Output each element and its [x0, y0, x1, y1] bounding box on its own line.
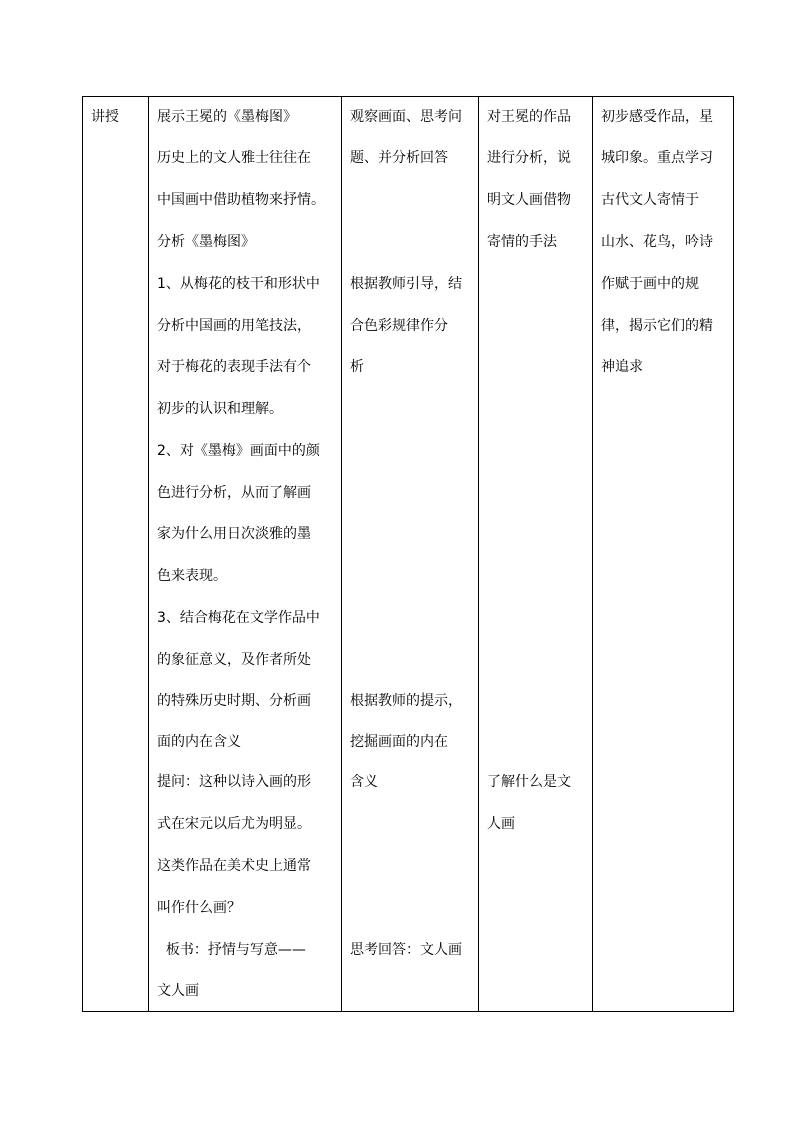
- content-line: 中国画中借助植物来抒情。: [157, 192, 325, 208]
- intent-line: 寄情的手法: [487, 234, 557, 250]
- content-line: 3、结合梅花在文学作品中: [157, 610, 320, 626]
- objective-line: 城印象。重点学习: [601, 150, 713, 166]
- content-line: 对于梅花的表现手法有个: [157, 359, 311, 375]
- column-divider: [148, 97, 149, 1011]
- objective-line: 山水、花鸟，吟诗: [601, 234, 713, 250]
- content-line: 2、对《墨梅》画面中的颜: [157, 443, 320, 459]
- activity-line: 根据教师的提示，: [350, 693, 462, 709]
- content-line: 面的内在含义: [157, 734, 241, 750]
- activity-line: 挖掘画面的内在: [350, 734, 448, 750]
- content-line: 分析中国画的用笔技法，: [157, 318, 311, 334]
- content-line: 展示王冕的《墨梅图》: [157, 109, 297, 125]
- objective-line: 神追求: [601, 359, 643, 375]
- content-line: 提问：这种以诗入画的形: [157, 774, 311, 790]
- activity-line: 观察画面、思考问: [350, 109, 462, 125]
- intent-line: 明文人画借物: [487, 192, 571, 208]
- intent-line: 进行分析，说: [487, 150, 571, 166]
- content-line: 1、从梅花的枝干和形状中: [157, 276, 320, 292]
- content-line: 文人画: [157, 983, 199, 999]
- activity-line: 思考回答：文人画: [350, 942, 462, 958]
- objective-line: 古代文人寄情于: [601, 192, 699, 208]
- content-line: 分析《墨梅图》: [157, 234, 255, 250]
- activity-line: 合色彩规律作分: [350, 318, 448, 334]
- content-line: 板书：抒情与写意——: [157, 942, 306, 958]
- intent-line: 人画: [487, 816, 515, 832]
- content-line: 色来表现。: [157, 568, 227, 584]
- content-line: 家为什么用日次淡雅的墨: [157, 526, 311, 542]
- content-line: 历史上的文人雅士往往在: [157, 150, 311, 166]
- intent-line: 对王冕的作品: [487, 109, 571, 125]
- stage-label: 讲授: [91, 109, 119, 125]
- content-line: 式在宋元以后尤为明显。: [157, 816, 311, 832]
- objective-line: 作赋于画中的规: [601, 276, 699, 292]
- content-line: 叫作什么画？: [157, 900, 241, 916]
- column-divider: [592, 97, 593, 1011]
- content-line: 的象征意义，及作者所处: [157, 652, 311, 668]
- activity-line: 含义: [350, 774, 378, 790]
- activity-line: 析: [350, 359, 364, 375]
- activity-line: 根据教师引导，结: [350, 276, 462, 292]
- objective-line: 初步感受作品，星: [601, 109, 713, 125]
- lesson-plan-table: [82, 96, 734, 1012]
- activity-line: 题、并分析回答: [350, 150, 448, 166]
- content-line: 色进行分析，从而了解画: [157, 485, 311, 501]
- objective-line: 律，揭示它们的精: [601, 318, 713, 334]
- intent-line: 了解什么是文: [487, 774, 571, 790]
- content-line: 这类作品在美术史上通常: [157, 858, 311, 874]
- column-divider: [341, 97, 342, 1011]
- column-divider: [478, 97, 479, 1011]
- content-line: 的特殊历史时期、分析画: [157, 693, 311, 709]
- content-line: 初步的认识和理解。: [157, 401, 283, 417]
